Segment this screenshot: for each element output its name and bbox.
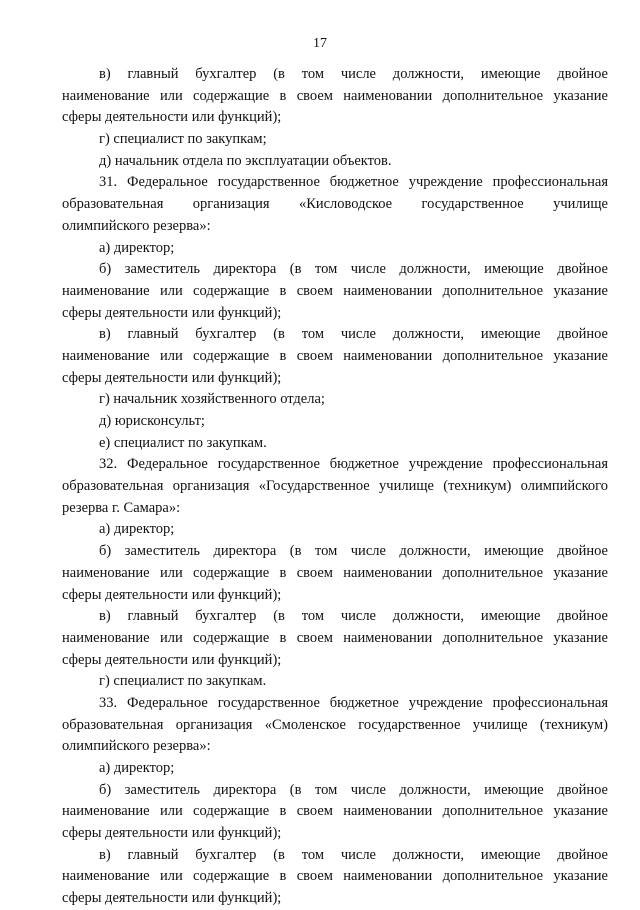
text-line: наименование или содержащие в своем наименовании дополнительное указание [62,282,608,299]
text-line: наименование или содержащие в своем наименовании дополнительное указание [62,868,608,885]
text-line: наименование или содержащие в своем наименовании дополнительное указание [62,87,608,104]
text-line: сферы деятельности или функций); [62,369,282,386]
text-line: а) директор; [99,760,175,776]
text-line: а) директор; [99,239,175,256]
text-line: резерва г. Самара»: [62,499,181,516]
text-line: в) главный бухгалтер (в том числе должности, имеющие двойное [99,846,608,863]
text-line: образовательная организация «Государственное училище (техникум) олимпийского [62,478,608,495]
text-line: 31. Федеральное государственное бюджетное учреждение профессиональная [99,174,608,191]
text-line: образовательная организация «Кисловодское государственное училище [62,196,608,213]
text-line: г) специалист по закупкам. [99,673,267,690]
page-number: 17 [313,36,327,51]
text-line: наименование или содержащие в своем наименовании дополнительное указание [62,803,608,820]
text-line: олимпийского резерва»: [62,738,211,755]
text-line: сферы деятельности или функций); [62,825,282,842]
text-line: наименование или содержащие в своем наименовании дополнительное указание [62,564,608,581]
text-line: наименование или содержащие в своем наименовании дополнительное указание [62,347,608,364]
text-line: в) главный бухгалтер (в том числе должности, имеющие двойное [99,66,608,82]
text-line: а) директор; [99,521,175,538]
text-line: б) заместитель директора (в том числе должности, имеющие двойное [99,261,608,278]
text-line: сферы деятельности или функций); [62,586,282,603]
text-line: г) специалист по закупкам; [99,131,267,148]
text-line: образовательная организация «Смоленское государственное училище (техникум) [62,716,608,733]
text-line: е) специалист по закупкам. [99,434,267,451]
text-line: г) начальник хозяйственного отдела; [99,391,325,408]
text-line: наименование или содержащие в своем наименовании дополнительное указание [62,629,608,646]
text-line: б) заместитель директора (в том числе должности, имеющие двойное [99,543,608,560]
text-line: д) начальник отдела по эксплуатации объектов. [99,152,392,169]
document-body [62,64,608,910]
text-line: олимпийского резерва»: [62,217,211,234]
text-line: б) заместитель директора (в том числе должности, имеющие двойное [99,781,608,798]
text-line: сферы деятельности или функций); [62,304,282,321]
text-line: сферы деятельности или функций); [62,890,282,907]
text-line: д) юрисконсульт; [99,413,205,429]
text-line: 33. Федеральное государственное бюджетное учреждение профессиональная [99,694,608,711]
text-line: в) главный бухгалтер (в том числе должности, имеющие двойное [99,326,608,343]
text-line: сферы деятельности или функций); [62,651,282,668]
text-line: 32. Федеральное государственное бюджетное учреждение профессиональная [99,456,608,473]
text-line: сферы деятельности или функций); [62,109,282,126]
text-line: в) главный бухгалтер (в том числе должности, имеющие двойное [99,608,608,625]
